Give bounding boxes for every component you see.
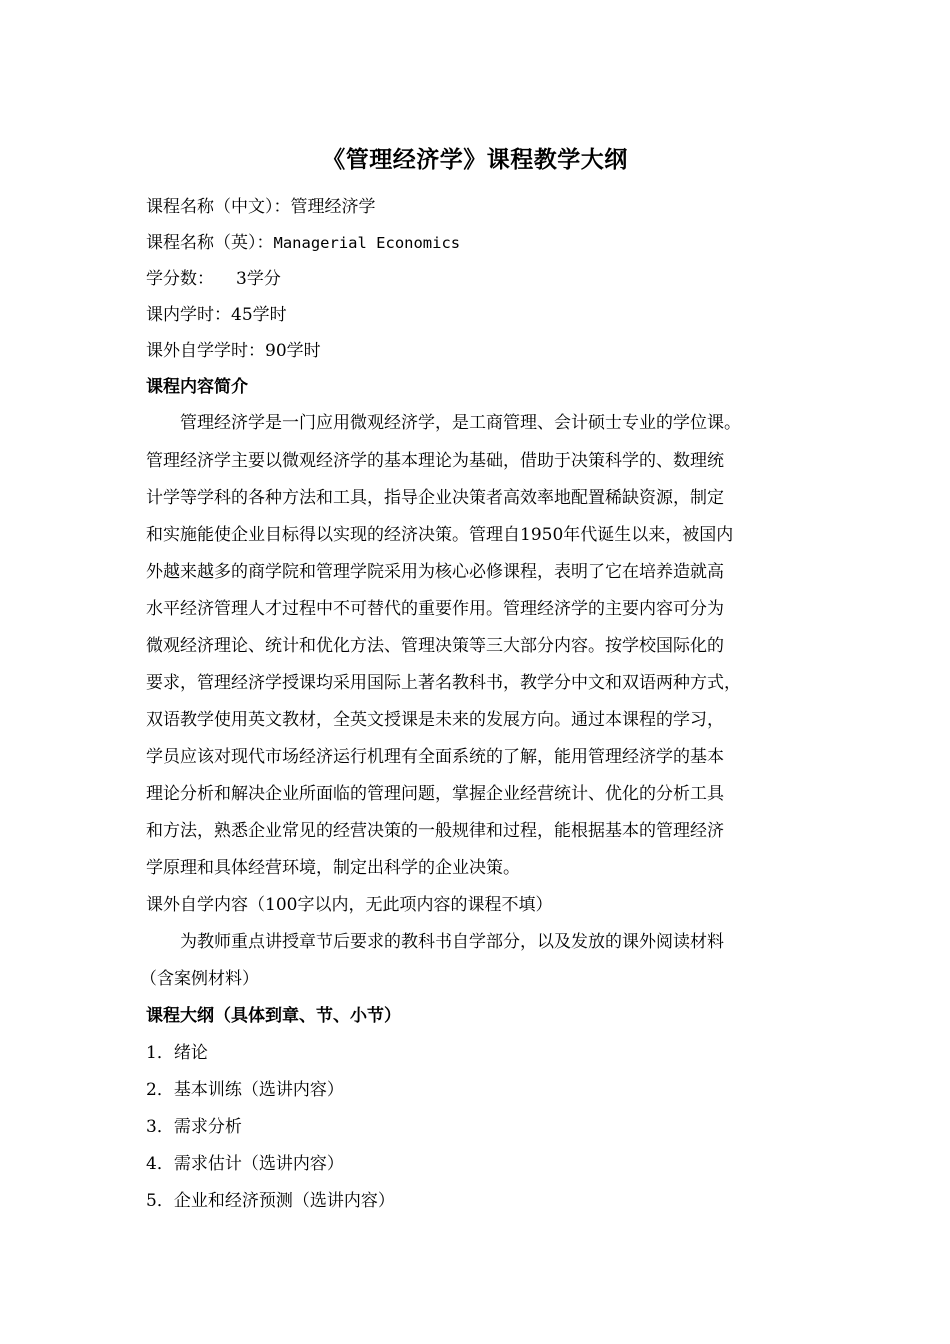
intro-paragraph-line: 理论分析和解决企业所面临的管理问题，掌握企业经营统计、优化的分析工具 (146, 784, 724, 804)
intro-heading: 课程内容简介 (146, 377, 248, 397)
intro-paragraph-line: 水平经济管理人才过程中不可替代的重要作用。管理经济学的主要内容可分为 (146, 599, 724, 619)
course-hours-value: 45学时 (231, 305, 287, 325)
course-self-hours (146, 338, 321, 364)
intro-paragraph-line: 要求，管理经济学授课均采用国际上著名教科书，教学分中文和双语两种方式， (146, 673, 741, 693)
intro-paragraph-line: 学原理和具体经营环境，制定出科学的企业决策。 (146, 858, 520, 878)
intro-paragraph-line: 管理经济学是一门应用微观经济学，是工商管理、会计硕士专业的学位课。 (180, 413, 741, 433)
course-name-cn-value: 管理经济学 (290, 197, 376, 217)
course-credits-label: 学分数： (146, 269, 214, 289)
course-name-cn (146, 194, 376, 220)
self-study-line: （含案例材料） (140, 969, 259, 989)
self-study-line: 为教师重点讲授章节后要求的教科书自学部分，以及发放的课外阅读材料 (180, 932, 724, 952)
outline-item: 1．绪论 (146, 1043, 208, 1063)
course-name-en-value: Managerial Economics (273, 234, 461, 252)
outline-item: 5．企业和经济预测（选讲内容） (146, 1191, 395, 1211)
intro-paragraph-line: 外越来越多的商学院和管理学院采用为核心必修课程，表明了它在培养造就高 (146, 562, 724, 582)
course-hours-label: 课内学时： (146, 305, 231, 325)
course-self-hours-value: 90学时 (265, 341, 321, 361)
intro-paragraph-line: 管理经济学主要以微观经济学的基本理论为基础，借助于决策科学的、数理统 (146, 451, 724, 471)
course-credits-value: 3学分 (236, 269, 281, 289)
course-name-cn-label: 课程名称（中文）： (146, 197, 291, 217)
course-name-en (146, 230, 460, 256)
self-study-heading: 课外自学内容（100字以内，无此项内容的课程不填） (146, 895, 553, 915)
document-title: 《管理经济学》课程教学大纲 (322, 146, 628, 173)
course-hours (146, 302, 287, 328)
intro-paragraph-line: 双语教学使用英文教材，全英文授课是未来的发展方向。通过本课程的学习， (146, 710, 724, 730)
course-credits (146, 266, 281, 292)
intro-paragraph-line: 学员应该对现代市场经济运行机理有全面系统的了解，能用管理经济学的基本 (146, 747, 724, 767)
outline-item: 2．基本训练（选讲内容） (146, 1080, 344, 1100)
intro-paragraph-line: 和方法，熟悉企业常见的经营决策的一般规律和过程，能根据基本的管理经济 (146, 821, 724, 841)
intro-paragraph-line: 计学等学科的各种方法和工具，指导企业决策者高效率地配置稀缺资源，制定 (146, 488, 724, 508)
course-self-hours-label: 课外自学学时： (146, 341, 265, 361)
outline-item: 3．需求分析 (146, 1117, 242, 1137)
intro-paragraph-line: 和实施能使企业目标得以实现的经济决策。管理自1950年代诞生以来，被国内 (146, 525, 734, 545)
outline-item: 4．需求估计（选讲内容） (146, 1154, 344, 1174)
course-name-en-label: 课程名称（英）： (146, 233, 274, 253)
outline-heading: 课程大纲（具体到章、节、小节） (146, 1006, 401, 1026)
intro-paragraph-line: 微观经济理论、统计和优化方法、管理决策等三大部分内容。按学校国际化的 (146, 636, 724, 656)
